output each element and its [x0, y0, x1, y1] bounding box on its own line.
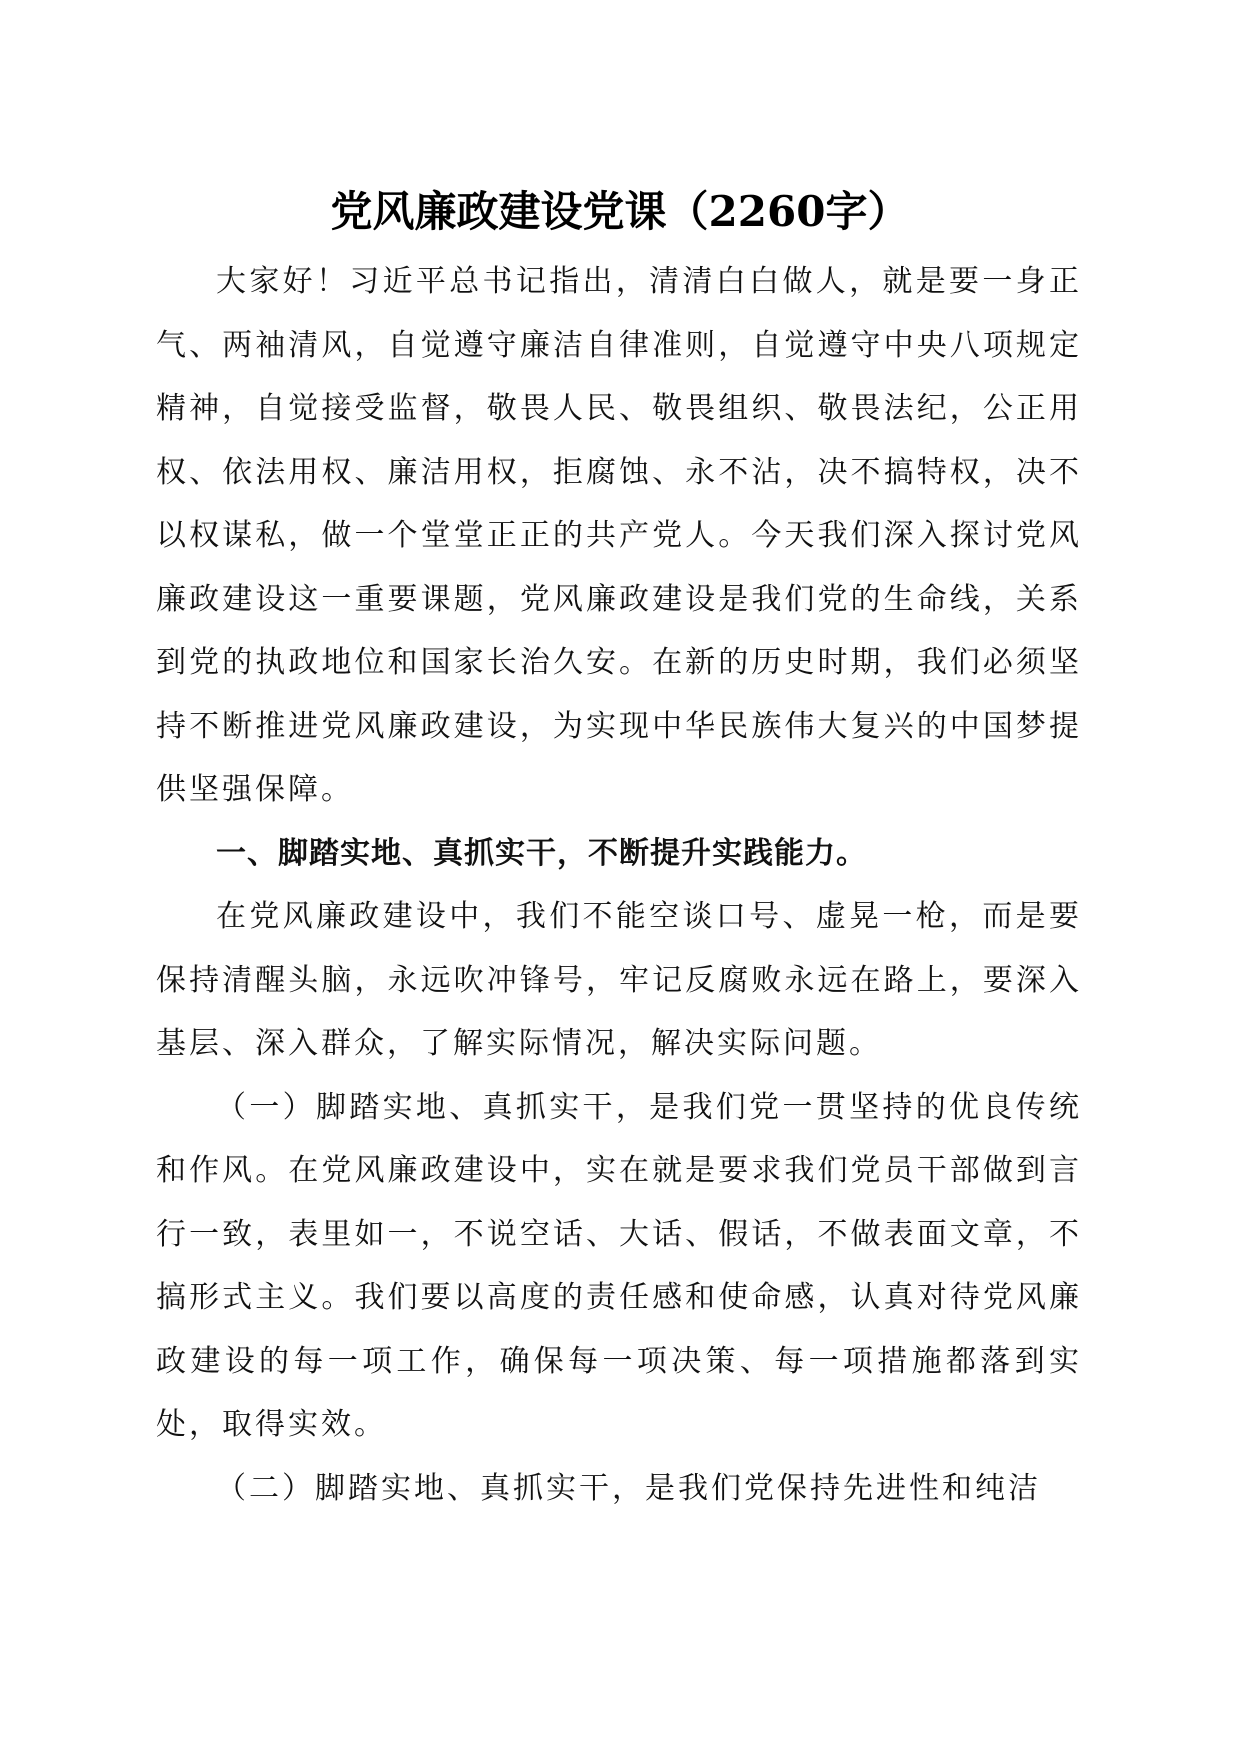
paragraph-intro: 大家好！习近平总书记指出，清清白白做人，就是要一身正气、两袖清风，自觉遵守廉洁自律准则，自觉遵守中央八项规定精神，自觉接受监督，敬畏人民、敬畏组织、敬畏法纪，公正用权、依法用权、廉洁用权，拒腐蚀、永不沾，决不搞特权，决不以权谋私，做一个堂堂正正的共产党人。今天我们深入探讨党风廉政建设这一重要课题，党风廉政建设是我们党的生命线，关系到党的执政地位和国家长治久安。在新的历史时期，我们必须坚持不断推进党风廉政建设，为实现中华民族伟大复兴的中国梦提供坚强保障。 [156, 264, 1082, 807]
paragraph-section-1: 在党风廉政建设中，我们不能空谈口号、虚晃一枪，而是要保持清醒头脑，永远吹冲锋号，牢记反腐败永远在路上，要深入基层、深入群众，了解实际情况，解决实际问题。 [156, 899, 1082, 1061]
section-heading-1: 一、脚踏实地、真抓实干，不断提升实践能力。 [216, 835, 867, 871]
paragraph-point-2: （二）脚踏实地、真抓实干，是我们党保持先进性和纯洁 [216, 1470, 1041, 1506]
paragraph-point-1: （一）脚踏实地、真抓实干，是我们党一贯坚持的优良传统和作风。在党风廉政建设中，实在就是要求我们党员干部做到言行一致，表里如一，不说空话、大话、假话，不做表面文章，不搞形式主义。我们要以高度的责任感和使命感，认真对待党风廉政建设的每一项工作，确保每一项决策、每一项措施都落到实处，取得实效。 [156, 1089, 1082, 1442]
document-title: 党风廉政建设党课（2260字） [330, 187, 910, 236]
document-body [156, 250, 1082, 1520]
